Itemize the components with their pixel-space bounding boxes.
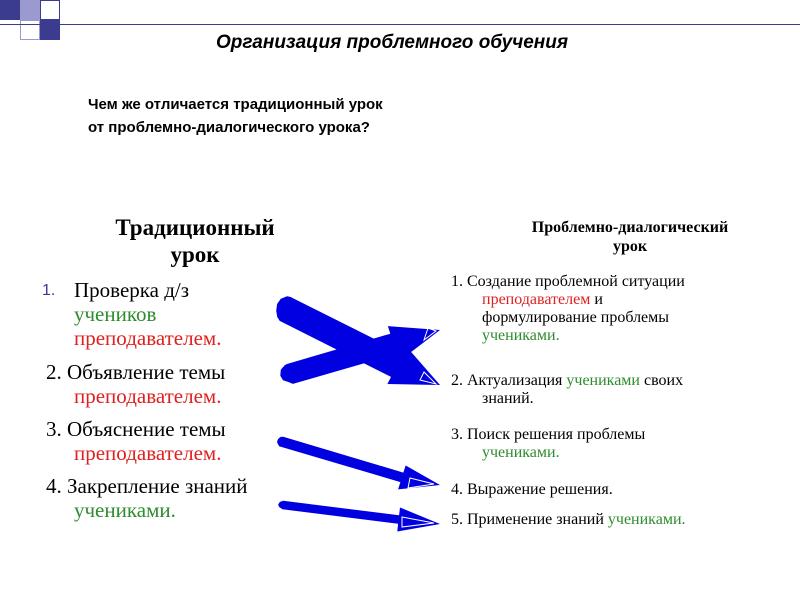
- right-item-2-tail: своих: [639, 372, 684, 389]
- right-item-1: [451, 273, 685, 345]
- problem-dialog-lesson-heading: [470, 218, 790, 256]
- slide-title: Организация проблемного обучения: [216, 32, 569, 53]
- arrow-head-mark-1: [420, 372, 436, 384]
- arrow-left2-to-right1: [280, 326, 440, 384]
- arrow-left3-to-right4: [277, 437, 440, 490]
- right-item-2-who: учениками: [566, 372, 640, 389]
- left-item-1-by: преподавателем.: [74, 326, 222, 350]
- arrow-head-mark-2: [424, 328, 436, 340]
- arrow-left1-to-right2: [276, 296, 440, 385]
- corner-square-dark: [0, 0, 20, 20]
- left-item-3-text: 3. Объяснение темы: [46, 417, 226, 441]
- heading-line-1: Традиционный: [115, 215, 275, 240]
- right-heading-line-1: Проблемно-диалогический: [531, 219, 729, 236]
- right-item-1-text: 1. Создание проблемной ситуации: [451, 273, 685, 290]
- left-item-4-text: 4. Закрепление знаний: [46, 474, 248, 498]
- right-item-5: [451, 511, 686, 529]
- corner-square-dark-2: [40, 20, 60, 40]
- right-item-2-line2: знаний.: [482, 390, 534, 407]
- left-item-1-number: 1.: [42, 282, 56, 299]
- left-item-3: [46, 417, 226, 465]
- question-line-2: от проблемно-диалогического урока?: [88, 119, 370, 136]
- corner-square-outline-2: [20, 20, 40, 40]
- right-item-1-and: и: [590, 291, 603, 308]
- right-heading-line-2: урок: [612, 238, 648, 255]
- right-item-3-who: учениками.: [482, 444, 560, 461]
- left-item-4-by: учениками.: [74, 498, 176, 522]
- arrow-left4-to-right5: [278, 501, 440, 532]
- left-item-4: [46, 474, 248, 522]
- corner-square-outline: [40, 0, 60, 20]
- arrow-head-mark-4: [402, 517, 434, 527]
- right-item-5-who: учениками.: [607, 511, 686, 528]
- right-item-5-text: 5. Применение знаний: [451, 511, 608, 528]
- left-item-1-text: Проверка д/з: [74, 278, 190, 302]
- heading-line-2: урок: [170, 242, 220, 267]
- left-item-2-text: 2. Объявление темы: [46, 360, 226, 384]
- left-item-3-by: преподавателем.: [74, 441, 222, 465]
- right-item-1-line3: формулирование проблемы: [482, 309, 670, 326]
- right-item-3-text: 3. Поиск решения проблемы: [451, 426, 646, 443]
- arrow-head-mark-3: [408, 478, 434, 488]
- traditional-lesson-heading: [60, 214, 330, 268]
- right-item-2: [451, 372, 683, 408]
- left-item-1: [42, 278, 222, 350]
- left-item-2: [46, 360, 225, 408]
- right-item-1-by: преподавателем: [482, 291, 591, 308]
- left-item-2-by: преподавателем.: [74, 384, 222, 408]
- right-item-2-text: 2. Актуализация: [451, 372, 567, 389]
- right-item-1-who: учениками.: [482, 327, 560, 344]
- right-item-3: [451, 426, 645, 462]
- header-divider: [0, 24, 800, 25]
- corner-square-light: [20, 0, 40, 20]
- question-block: [88, 93, 383, 139]
- right-item-4-text: 4. Выражение решения.: [451, 481, 613, 498]
- left-item-1-who: учеников: [74, 302, 157, 326]
- right-item-4: [451, 481, 613, 499]
- question-line-1: Чем же отличается традиционный урок: [88, 96, 383, 113]
